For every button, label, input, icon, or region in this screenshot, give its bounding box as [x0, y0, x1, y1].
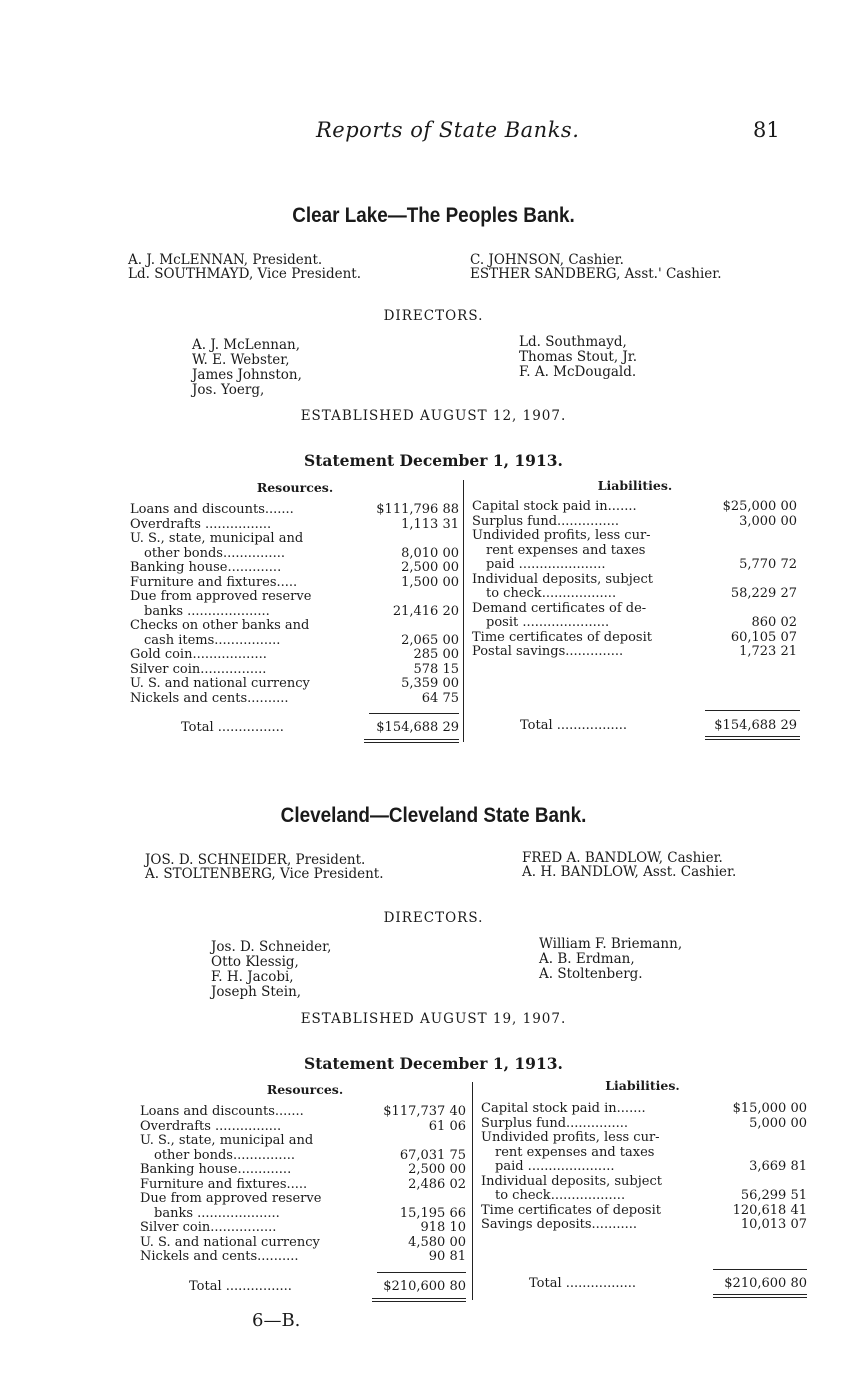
signature-mark: 6—B. — [252, 1310, 301, 1331]
ledger-row — [472, 631, 797, 646]
ledger-row — [481, 1189, 807, 1204]
ledger-label: Loans and discounts....... — [130, 502, 294, 517]
ledger-row — [130, 532, 459, 547]
ledger-label: Overdrafts ................ — [140, 1118, 282, 1134]
resources-heading: Resources. — [266, 1082, 344, 1097]
ledger-label: Individual deposits, subject — [472, 571, 653, 587]
ledger-amount: 67,031 75 — [399, 1147, 466, 1163]
total-amount: $154,688 29 — [714, 718, 797, 733]
ledger-label: to check.................. — [486, 586, 617, 601]
directors-heading: DIRECTORS. — [383, 308, 484, 324]
ledger-row — [130, 605, 459, 620]
ledger-row — [472, 645, 797, 660]
ledger-row — [472, 515, 797, 530]
running-head — [0, 118, 867, 148]
ledger-amount: 56,299 51 — [740, 1188, 807, 1203]
running-title: Reports of State Banks. — [316, 118, 580, 142]
ledger-label: Undivided profits, less cur- — [472, 528, 651, 543]
ledger-row — [472, 616, 797, 631]
liabilities-list — [472, 500, 797, 660]
director: Ld. Southmayd, — [519, 334, 627, 350]
officer: Ld. SOUTHMAYD, Vice President. — [128, 266, 362, 282]
ledger-row — [140, 1221, 466, 1236]
director: Jos. D. Schneider, — [211, 939, 332, 955]
directors-left — [211, 940, 331, 1000]
ledger-row — [130, 547, 459, 562]
ledger-label: rent expenses and taxes — [495, 1144, 655, 1160]
ledger-row — [472, 558, 797, 573]
ledger-label: Banking house............. — [130, 560, 282, 575]
ledger-amount: 1,723 21 — [739, 644, 797, 659]
ledger-row — [140, 1178, 466, 1193]
statement-title: Statement December 1, 1913. — [304, 451, 563, 470]
ledger-label: paid ..................... — [486, 557, 606, 572]
ledger-amount: 58,229 27 — [730, 586, 797, 601]
officers-right — [522, 851, 736, 879]
directors-heading: DIRECTORS. — [383, 910, 484, 926]
officer: FRED A. BANDLOW, Cashier. — [522, 850, 723, 866]
ledger-row — [140, 1149, 466, 1164]
ledger-label: Banking house............. — [140, 1162, 292, 1177]
directors-right — [519, 335, 637, 380]
ledger-label: banks .................... — [144, 603, 270, 619]
director: William F. Briemann, — [539, 936, 683, 952]
total-amount: $210,600 80 — [724, 1276, 807, 1291]
director: James Johnston, — [192, 367, 302, 383]
ledger-amount: $111,796 88 — [376, 502, 459, 517]
liabilities-list — [481, 1102, 807, 1233]
ledger-amount: 578 15 — [413, 661, 459, 677]
director: F. H. Jacobi, — [211, 969, 294, 985]
resources-heading: Resources. — [256, 480, 334, 495]
ledger-amount: $117,737 40 — [383, 1104, 466, 1119]
director: A. B. Erdman, — [539, 951, 635, 967]
ledger-row — [140, 1236, 466, 1251]
ledger-row — [140, 1250, 466, 1265]
officer: ESTHER SANDBERG, Asst.' Cashier. — [470, 266, 722, 282]
ledger-row — [140, 1134, 466, 1149]
sum-rule — [705, 710, 800, 711]
ledger-row — [481, 1131, 807, 1146]
sum-rule — [377, 1272, 466, 1273]
ledger-label: paid ..................... — [495, 1159, 615, 1174]
ledger-row — [130, 590, 459, 605]
ledger-label: Overdrafts ................ — [130, 516, 272, 532]
ledger-row — [472, 500, 797, 515]
total-amount: $154,688 29 — [376, 720, 459, 735]
resources-list — [130, 503, 459, 706]
officers-left — [145, 853, 384, 881]
total-amount: $210,600 80 — [383, 1279, 466, 1294]
ledger-row — [140, 1192, 466, 1207]
ledger-amount: 2,500 00 — [408, 1162, 466, 1177]
bank-title: Cleveland—Cleveland State Bank. — [280, 804, 587, 827]
ledger-label: U. S. and national currency — [140, 1234, 320, 1250]
officer: A. H. BANDLOW, Asst. Cashier. — [522, 864, 737, 880]
director: Thomas Stout, Jr. — [519, 349, 638, 365]
double-rule — [705, 736, 800, 737]
ledger-label: U. S., state, municipal and — [130, 531, 304, 546]
ledger-row — [481, 1218, 807, 1233]
ledger-row — [130, 634, 459, 649]
director: F. A. McDougald. — [519, 364, 637, 380]
ledger-amount: 120,618 41 — [732, 1202, 807, 1218]
ledger-label: rent expenses and taxes — [486, 542, 646, 558]
established-date: ESTABLISHED AUGUST 12, 1907. — [300, 408, 567, 424]
ledger-label: U. S. and national currency — [130, 676, 310, 691]
ledger-row — [130, 518, 459, 533]
ledger-amount: 3,000 00 — [739, 513, 797, 529]
ledger-label: Demand certificates of de- — [472, 600, 647, 616]
ledger-label: Nickels and cents.......... — [130, 690, 289, 706]
ledger-amount: 2,065 00 — [401, 632, 459, 648]
ledger-row — [140, 1207, 466, 1222]
ledger-label: Loans and discounts....... — [140, 1104, 304, 1119]
ledger-amount: 15,195 66 — [399, 1205, 466, 1221]
ledger-label: Time certificates of deposit — [481, 1202, 661, 1218]
ledger-amount: 5,770 72 — [739, 557, 797, 572]
ledger-label: banks .................... — [154, 1205, 280, 1221]
ledger-label: Furniture and fixtures..... — [130, 574, 298, 590]
ledger-row — [481, 1204, 807, 1219]
director: Jos. Yoerg, — [192, 382, 265, 398]
ledger-amount: 61 06 — [428, 1118, 466, 1134]
ledger-row — [472, 587, 797, 602]
ledger-amount: 3,669 81 — [749, 1159, 807, 1174]
ledger-label: Individual deposits, subject — [481, 1173, 662, 1189]
ledger-amount: 285 00 — [413, 647, 459, 662]
ledger-row — [481, 1160, 807, 1175]
liabilities-heading: Liabilities. — [605, 1078, 680, 1093]
ledger-row — [130, 619, 459, 634]
ledger-amount: 21,416 20 — [392, 603, 459, 619]
ledger-row — [140, 1163, 466, 1178]
ledger-row — [472, 573, 797, 588]
total-label: Total ................. — [529, 1276, 637, 1291]
ledger-label: Gold coin.................. — [130, 647, 267, 662]
ledger-row — [130, 692, 459, 707]
officers-left — [128, 253, 361, 281]
officer: JOS. D. SCHNEIDER, President. — [145, 852, 366, 868]
double-rule — [364, 742, 459, 743]
ledger-amount: 10,013 07 — [740, 1217, 807, 1232]
ledger-amount: 1,113 31 — [401, 516, 459, 532]
ledger-label: posit ..................... — [486, 615, 610, 630]
ledger-label: Silver coin................ — [140, 1220, 277, 1235]
ledger-row — [481, 1117, 807, 1132]
page-number: 81 — [753, 118, 780, 142]
ledger-amount: 918 10 — [420, 1220, 466, 1235]
ledger-row — [140, 1105, 466, 1120]
double-rule — [372, 1298, 466, 1299]
ledger-label: to check.................. — [495, 1188, 626, 1203]
statement-title: Statement December 1, 1913. — [304, 1054, 563, 1073]
ledger-amount: 2,500 00 — [401, 560, 459, 575]
ledger-label: Time certificates of deposit — [472, 629, 652, 645]
ledger-label: Undivided profits, less cur- — [481, 1130, 660, 1145]
director: W. E. Webster, — [192, 352, 290, 368]
ledger-label: Due from approved reserve — [140, 1191, 322, 1206]
ledger-amount: 64 75 — [421, 690, 459, 706]
ledger-amount: 4,580 00 — [408, 1234, 466, 1250]
officer: A. J. McLENNAN, President. — [128, 252, 323, 268]
total-label: Total ................ — [189, 1279, 292, 1294]
ledger-row — [472, 602, 797, 617]
ledger-amount: 5,359 00 — [401, 676, 459, 691]
ledger-row — [481, 1102, 807, 1117]
double-rule — [713, 1294, 807, 1295]
ledger-row — [130, 561, 459, 576]
ledger-amount: 2,486 02 — [408, 1176, 466, 1192]
ledger-label: Postal savings.............. — [472, 644, 624, 659]
ledger-label: U. S., state, municipal and — [140, 1133, 314, 1148]
ledger-label: other bonds............... — [144, 545, 285, 561]
ledger-row — [481, 1175, 807, 1190]
ledger-label: cash items................ — [144, 632, 281, 648]
ledger-amount: 90 81 — [428, 1249, 466, 1264]
column-divider — [463, 480, 464, 742]
ledger-label: Due from approved reserve — [130, 589, 312, 604]
established-date: ESTABLISHED AUGUST 19, 1907. — [300, 1011, 567, 1027]
ledger-amount: 1,500 00 — [401, 574, 459, 590]
ledger-row — [130, 576, 459, 591]
officer: A. STOLTENBERG, Vice President. — [145, 866, 384, 882]
double-rule — [372, 1301, 466, 1302]
ledger-row — [130, 648, 459, 663]
director: Joseph Stein, — [211, 984, 302, 1000]
ledger-row — [130, 663, 459, 678]
ledger-row — [130, 677, 459, 692]
ledger-row — [481, 1146, 807, 1161]
ledger-amount: 60,105 07 — [730, 629, 797, 645]
officers-right — [470, 253, 722, 281]
total-label: Total ................ — [181, 720, 284, 735]
double-rule — [713, 1297, 807, 1298]
ledger-row — [130, 503, 459, 518]
total-label: Total ................. — [520, 718, 628, 733]
ledger-label: Nickels and cents.......... — [140, 1249, 299, 1264]
ledger-amount: 8,010 00 — [401, 545, 459, 561]
ledger-label: Capital stock paid in....... — [481, 1101, 646, 1116]
ledger-label: other bonds............... — [154, 1147, 295, 1163]
ledger-label: Surplus fund............... — [472, 513, 620, 529]
ledger-label: Savings deposits........... — [481, 1217, 637, 1232]
directors-left — [192, 338, 302, 398]
director: A. J. McLennan, — [192, 337, 301, 353]
ledger-amount: $25,000 00 — [722, 499, 797, 514]
ledger-label: Furniture and fixtures..... — [140, 1176, 308, 1192]
bank-title: Clear Lake—The Peoples Bank. — [292, 204, 575, 227]
double-rule — [364, 739, 459, 740]
ledger-amount: 860 02 — [751, 615, 797, 630]
ledger-label: Capital stock paid in....... — [472, 499, 637, 514]
liabilities-heading: Liabilities. — [597, 478, 673, 493]
sum-rule — [369, 713, 459, 714]
double-rule — [705, 739, 800, 740]
ledger-amount: 5,000 00 — [749, 1115, 807, 1131]
ledger-label: Surplus fund............... — [481, 1115, 629, 1131]
ledger-row — [140, 1120, 466, 1135]
ledger-label: Checks on other banks and — [130, 618, 310, 633]
officer: C. JOHNSON, Cashier. — [470, 252, 624, 268]
director: Otto Klessig, — [211, 954, 299, 970]
director: A. Stoltenberg. — [539, 966, 643, 982]
column-divider — [472, 1082, 473, 1300]
resources-list — [140, 1105, 466, 1265]
ledger-row — [472, 544, 797, 559]
ledger-row — [472, 529, 797, 544]
sum-rule — [713, 1269, 807, 1270]
directors-right — [539, 937, 682, 982]
ledger-amount: $15,000 00 — [732, 1101, 807, 1116]
ledger-label: Silver coin................ — [130, 661, 267, 677]
